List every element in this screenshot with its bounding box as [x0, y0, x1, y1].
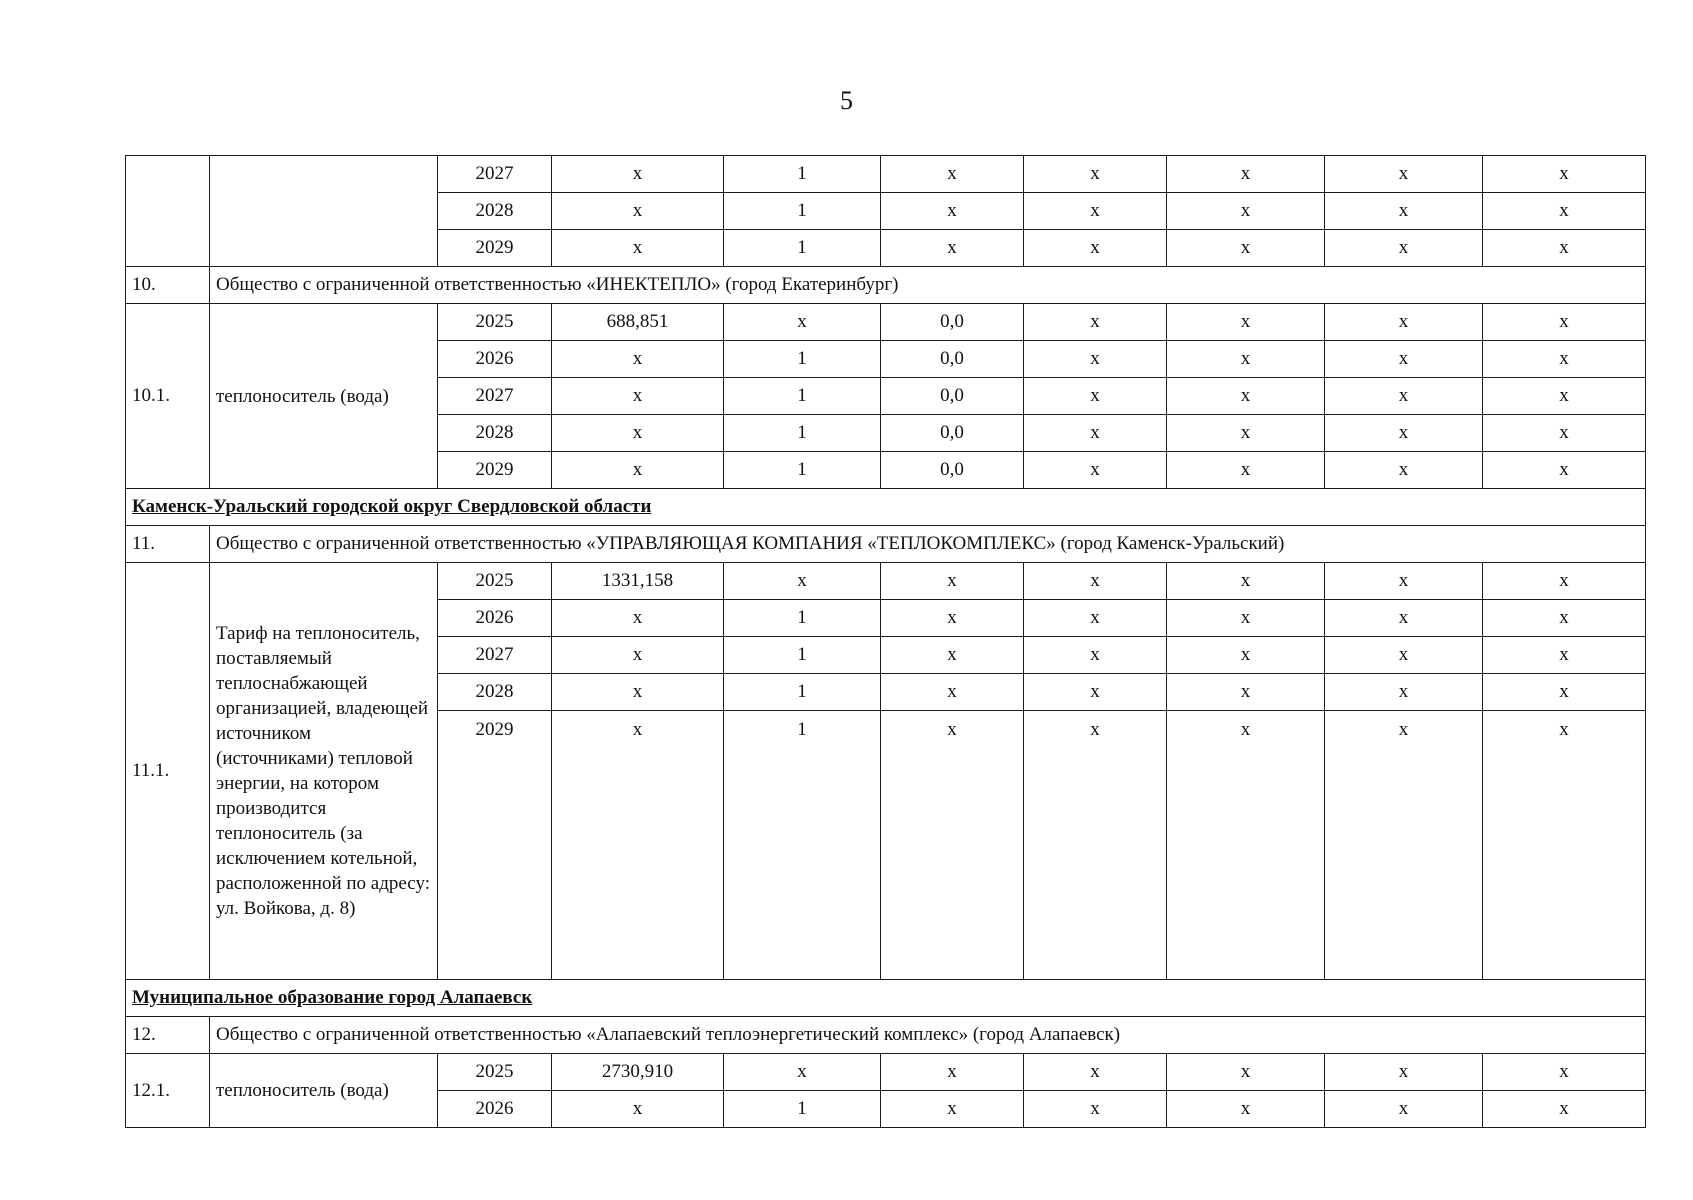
value-cell: x — [1167, 674, 1325, 711]
value-cell: x — [1024, 193, 1167, 230]
value-cell: 1 — [724, 637, 881, 674]
value-cell: x — [552, 193, 724, 230]
organization-name: Общество с ограниченной ответственностью «ИНЕКТЕПЛО» (город Екатеринбург) — [210, 267, 1646, 304]
value-cell: x — [552, 674, 724, 711]
value-cell: x — [881, 156, 1024, 193]
value-cell: x — [1167, 415, 1325, 452]
value-cell: 2730,910 — [552, 1054, 724, 1091]
item-number: 10.1. — [126, 304, 210, 489]
value-cell: 0,0 — [881, 378, 1024, 415]
value-cell: x — [881, 711, 1024, 980]
value-cell: x — [1483, 193, 1646, 230]
value-cell: 0,0 — [881, 304, 1024, 341]
year-cell: 2026 — [438, 341, 552, 378]
value-cell: x — [1483, 230, 1646, 267]
value-cell: x — [552, 341, 724, 378]
value-cell: x — [1167, 600, 1325, 637]
table-row — [126, 304, 1646, 341]
organization-row — [126, 267, 1646, 304]
value-cell: x — [1325, 674, 1483, 711]
value-cell: 1331,158 — [552, 563, 724, 600]
year-cell: 2026 — [438, 1091, 552, 1128]
value-cell: x — [552, 1091, 724, 1128]
year-cell: 2028 — [438, 193, 552, 230]
value-cell: x — [552, 637, 724, 674]
value-cell: x — [552, 378, 724, 415]
value-cell: x — [1483, 341, 1646, 378]
value-cell: 1 — [724, 452, 881, 489]
value-cell: x — [552, 600, 724, 637]
value-cell: 1 — [724, 600, 881, 637]
value-cell: x — [1325, 193, 1483, 230]
organization-row — [126, 526, 1646, 563]
value-cell: x — [1167, 156, 1325, 193]
value-cell: x — [1024, 1054, 1167, 1091]
region-heading: Муниципальное образование город Алапаевск — [126, 980, 1646, 1017]
item-number-cell — [126, 156, 210, 267]
value-cell: x — [1325, 1054, 1483, 1091]
value-cell: x — [1024, 637, 1167, 674]
value-cell: x — [1325, 415, 1483, 452]
value-cell: x — [724, 563, 881, 600]
value-cell: x — [1024, 156, 1167, 193]
value-cell: x — [1325, 452, 1483, 489]
year-cell: 2027 — [438, 156, 552, 193]
item-description: теплоноситель (вода) — [210, 304, 438, 489]
value-cell: x — [1483, 600, 1646, 637]
value-cell: x — [1325, 156, 1483, 193]
value-cell: x — [552, 452, 724, 489]
value-cell: x — [881, 1091, 1024, 1128]
value-cell: x — [552, 711, 724, 980]
value-cell: x — [1325, 230, 1483, 267]
year-cell: 2028 — [438, 415, 552, 452]
value-cell: x — [881, 563, 1024, 600]
value-cell: x — [1024, 674, 1167, 711]
value-cell: 688,851 — [552, 304, 724, 341]
item-number: 11.1. — [126, 563, 210, 980]
year-cell: 2025 — [438, 563, 552, 600]
value-cell: x — [881, 674, 1024, 711]
organization-row — [126, 1017, 1646, 1054]
year-cell: 2027 — [438, 378, 552, 415]
value-cell: x — [1024, 563, 1167, 600]
value-cell: x — [1483, 304, 1646, 341]
value-cell: 1 — [724, 378, 881, 415]
value-cell: x — [1483, 1091, 1646, 1128]
region-heading: Каменск-Уральский городской округ Свердловской области — [126, 489, 1646, 526]
value-cell: x — [1167, 304, 1325, 341]
value-cell: x — [881, 600, 1024, 637]
value-cell: 1 — [724, 1091, 881, 1128]
year-cell: 2029 — [438, 230, 552, 267]
value-cell: x — [881, 1054, 1024, 1091]
value-cell: x — [1167, 1091, 1325, 1128]
value-cell: x — [1167, 711, 1325, 980]
value-cell: x — [1483, 378, 1646, 415]
value-cell: x — [1024, 378, 1167, 415]
region-row — [126, 489, 1646, 526]
value-cell: x — [881, 637, 1024, 674]
year-cell: 2029 — [438, 711, 552, 980]
value-cell: x — [1167, 193, 1325, 230]
value-cell: x — [1167, 563, 1325, 600]
year-cell: 2029 — [438, 452, 552, 489]
year-cell: 2026 — [438, 600, 552, 637]
organization-number: 11. — [126, 526, 210, 563]
value-cell: x — [1483, 452, 1646, 489]
table-row — [126, 563, 1646, 600]
value-cell: x — [1483, 563, 1646, 600]
value-cell: x — [881, 230, 1024, 267]
value-cell: x — [1167, 637, 1325, 674]
value-cell: 1 — [724, 341, 881, 378]
value-cell: x — [1483, 674, 1646, 711]
value-cell: x — [1483, 156, 1646, 193]
value-cell: x — [1167, 230, 1325, 267]
value-cell: x — [1167, 341, 1325, 378]
value-cell: x — [552, 230, 724, 267]
value-cell: x — [1024, 600, 1167, 637]
value-cell: x — [1325, 378, 1483, 415]
value-cell: x — [1024, 1091, 1167, 1128]
value-cell: x — [1024, 341, 1167, 378]
value-cell: x — [1167, 1054, 1325, 1091]
organization-name: Общество с ограниченной ответственностью «УПРАВЛЯЮЩАЯ КОМПАНИЯ «ТЕПЛОКОМПЛЕКС» (город Каменск-Уральский) — [210, 526, 1646, 563]
value-cell: x — [1024, 711, 1167, 980]
item-number: 12.1. — [126, 1054, 210, 1128]
value-cell: x — [1024, 304, 1167, 341]
value-cell: x — [552, 415, 724, 452]
value-cell: x — [552, 156, 724, 193]
value-cell: 1 — [724, 230, 881, 267]
table-row — [126, 156, 1646, 193]
value-cell: x — [1483, 711, 1646, 980]
value-cell: 1 — [724, 674, 881, 711]
region-row — [126, 980, 1646, 1017]
organization-name: Общество с ограниченной ответственностью «Алапаевский теплоэнергетический комплекс» (город Алапаевск) — [210, 1017, 1646, 1054]
year-cell: 2025 — [438, 1054, 552, 1091]
value-cell: x — [1024, 452, 1167, 489]
value-cell: 1 — [724, 156, 881, 193]
value-cell: x — [1024, 230, 1167, 267]
value-cell: x — [881, 193, 1024, 230]
item-description: Тариф на теплоноситель, поставляемый теплоснабжающей организацией, владеющей источником (источниками) тепловой энергии, на котором производится теплоноситель (за исключением котельной, расположенной по адресу: ул. Войкова, д. 8) — [210, 563, 438, 980]
value-cell: x — [1167, 452, 1325, 489]
organization-number: 12. — [126, 1017, 210, 1054]
year-cell: 2028 — [438, 674, 552, 711]
value-cell: 1 — [724, 193, 881, 230]
tariff-table — [125, 155, 1646, 1128]
page-number: 5 — [840, 86, 853, 115]
value-cell: 1 — [724, 711, 881, 980]
table-row — [126, 1054, 1646, 1091]
year-cell: 2025 — [438, 304, 552, 341]
value-cell: x — [1483, 637, 1646, 674]
value-cell: x — [1325, 600, 1483, 637]
value-cell: x — [1167, 378, 1325, 415]
organization-number: 10. — [126, 267, 210, 304]
value-cell: 0,0 — [881, 452, 1024, 489]
value-cell: x — [1325, 341, 1483, 378]
value-cell: 0,0 — [881, 415, 1024, 452]
item-description-cell — [210, 156, 438, 267]
table-body — [126, 156, 1646, 1128]
value-cell: x — [724, 304, 881, 341]
value-cell: x — [1024, 415, 1167, 452]
value-cell: x — [724, 1054, 881, 1091]
value-cell: x — [1325, 304, 1483, 341]
value-cell: x — [1325, 711, 1483, 980]
value-cell: x — [1325, 637, 1483, 674]
value-cell: x — [1325, 563, 1483, 600]
value-cell: 1 — [724, 415, 881, 452]
value-cell: 0,0 — [881, 341, 1024, 378]
value-cell: x — [1483, 415, 1646, 452]
value-cell: x — [1325, 1091, 1483, 1128]
year-cell: 2027 — [438, 637, 552, 674]
value-cell: x — [1483, 1054, 1646, 1091]
item-description: теплоноситель (вода) — [210, 1054, 438, 1128]
